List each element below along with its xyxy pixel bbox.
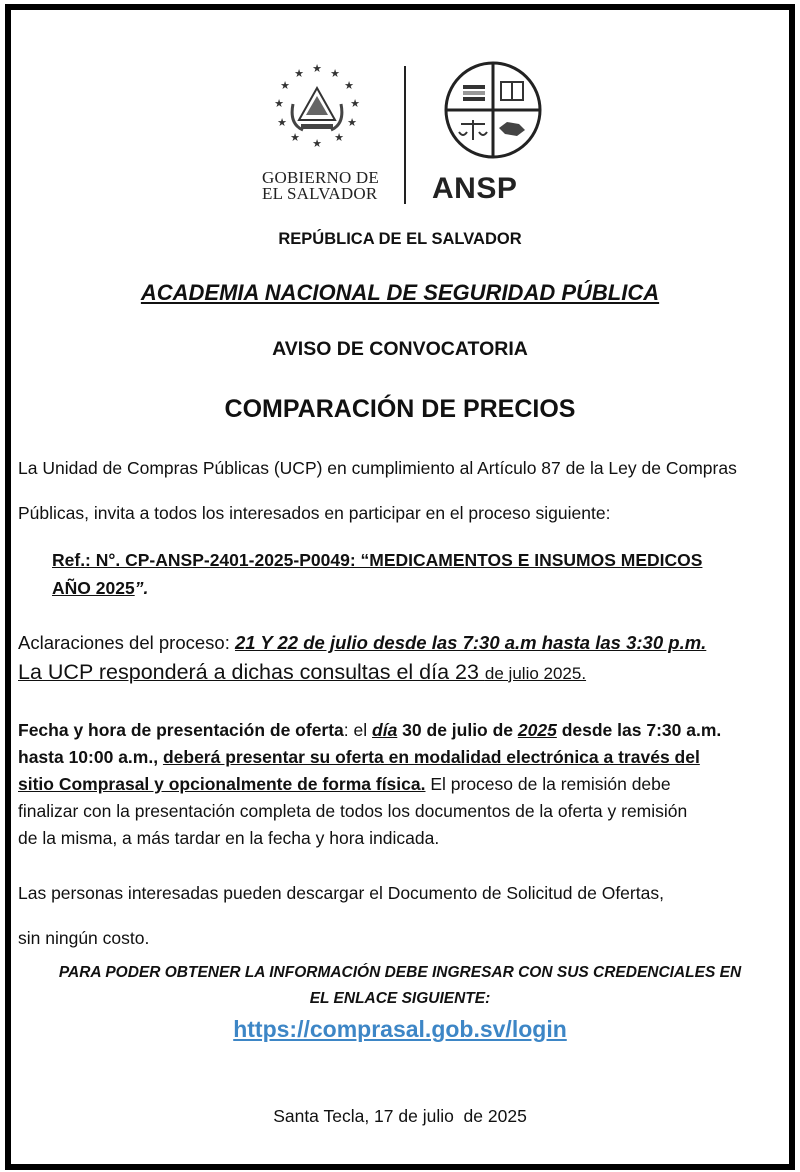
reference-text-2: AÑO 2025 [52,578,135,598]
submission-line-1 [18,720,721,741]
reference-line-2 [52,578,148,599]
svg-text:★: ★ [347,117,357,129]
republic-heading: REPÚBLICA DE EL SALVADOR [278,230,522,248]
download-line-1: Las personas interesadas pueden descargar el Documento de Solicitud de Ofertas, [18,883,664,903]
svg-text:★: ★ [280,80,290,92]
submission-label: Fecha y hora de presentación de oferta [18,720,344,740]
download-line-2: sin ningún costo. [18,928,150,948]
clarifications-response [18,660,586,685]
submission-line-4: finalizar con la presentación completa de todos los documentos de la oferta y remisión [18,801,688,821]
reference-line-1 [52,550,702,571]
coat-of-arms-icon [274,63,360,150]
intro-line-2: Públicas, invita a todos los interesados en participar en el proceso siguiente: [18,503,611,523]
government-logo-text [262,170,379,202]
ansp-logo-text: ANSP [432,172,518,205]
credentials-line-1: PARA PODER OBTENER LA INFORMACIÓN DEBE INGRESAR CON SUS CREDENCIALES EN [58,964,742,981]
submission-line-5: de la misma, a más tardar en la fecha y hora indicada. [18,828,440,848]
reference-tail: ”. [134,578,149,598]
academy-heading: ACADEMIA NACIONAL DE SEGURIDAD PÚBLICA [140,280,660,305]
comprasal-login-link[interactable]: https://comprasal.gob.sv/login [233,1016,567,1042]
response-tail: de julio 2025. [484,664,587,683]
submission-dia: día [372,720,398,740]
svg-text:★: ★ [350,98,360,110]
submission-time: desde las 7:30 a.m. [556,720,722,740]
submission-colon: : el [343,720,373,740]
submission-instruction-2: sitio Comprasal y opcionalmente de forma física. [18,774,426,794]
clarifications-line [18,632,706,654]
svg-text:★: ★ [312,63,322,75]
ansp-emblem-icon [446,63,540,157]
credentials-line-2: EL ENLACE SIGUIENTE: [309,990,491,1007]
svg-text:★: ★ [330,68,340,80]
svg-text:★: ★ [290,132,300,144]
svg-text:★: ★ [312,138,322,150]
response-main: La UCP responderá a dichas consultas el día 23 [18,660,485,684]
clarifications-label: Aclaraciones del proceso: [18,632,235,653]
notice-heading: AVISO DE CONVOCATORIA [272,338,528,360]
submission-line-2 [18,747,700,768]
reference-text-1: Ref.: N°. CP-ANSP-2401-2025-P0049: “MEDICAMENTOS E INSUMOS MEDICOS [52,550,703,570]
svg-text:★: ★ [344,80,354,92]
submission-remission: El proceso de la remisión debe [425,774,671,794]
intro-line-1: La Unidad de Compras Públicas (UCP) en cumplimiento al Artículo 87 de la Ley de Compras [18,458,737,478]
submission-deadline: hasta 10:00 a.m., [18,747,159,767]
svg-text:★: ★ [277,117,287,129]
submission-date: 30 de julio de [397,720,518,740]
svg-text:★: ★ [334,132,344,144]
svg-text:★: ★ [274,98,284,110]
link-wrapper [0,1016,800,1043]
clarifications-dates: 21 Y 22 de julio desde las 7:30 a.m hasta las 3:30 p.m. [234,632,707,653]
submission-instruction-1: deberá presentar su oferta en modalidad electrónica a través del [162,747,700,767]
svg-text:★: ★ [294,68,304,80]
gov-line-1: GOBIERNO DE [262,168,379,187]
submission-line-3 [18,774,671,795]
submission-year: 2025 [517,720,557,740]
place-date: Santa Tecla, 17 de julio de 2025 [273,1106,527,1126]
page-title: COMPARACIÓN DE PRECIOS [224,395,576,423]
gov-line-2: EL SALVADOR [262,184,378,203]
